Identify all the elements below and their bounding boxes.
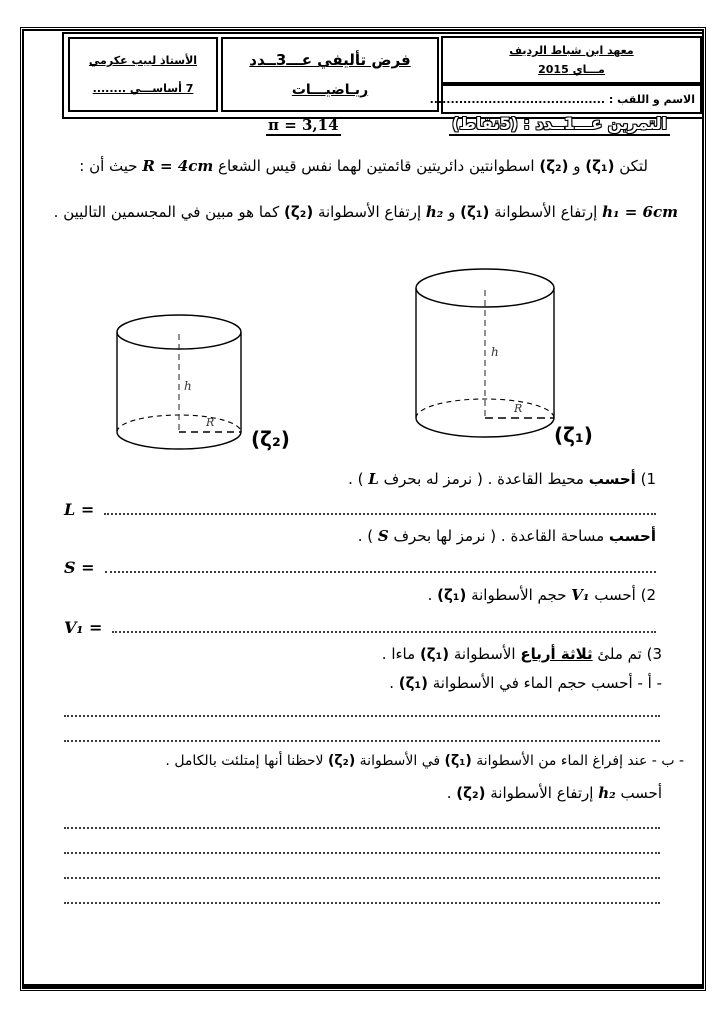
- question-3b: - ب - عند إفراغ الماء من الأسطوانة (ζ₁) في الأسطوانة (ζ₂) لاحظنا أنها إمتلئت بالكامل .: [165, 753, 684, 769]
- answer-line-S: [64, 555, 660, 577]
- V1-equals: V₁ =: [64, 618, 103, 637]
- student-name-field: الاسم و اللقب : ..........................................: [429, 92, 695, 106]
- question-1b: أحسب مساحة القاعدة . ( نرمز لها بحرف S ) .: [357, 527, 656, 545]
- question-2: 2) أحسب V₁ حجم الأسطوانة (ζ₁) .: [427, 586, 656, 604]
- school-box: [441, 36, 702, 84]
- S-symbol: S: [377, 527, 389, 545]
- question-3a: - أ - أحسب حجم الماء في الأسطوانة (ζ₁) .: [389, 674, 662, 692]
- exam-title-box: [221, 37, 439, 112]
- L-equals: L =: [64, 500, 95, 519]
- answer-line: [64, 727, 660, 742]
- three-quarters-emphasis: ثلاثة أرباع: [520, 645, 593, 663]
- cylinder-1-figure: [410, 266, 560, 444]
- zeta2-token: (ζ₂): [539, 157, 569, 175]
- teacher-name: الأستاذ لبيب عكرمي: [88, 54, 198, 67]
- h2-symbol: h₂: [598, 784, 616, 802]
- exercise-title: التمرين عـــ1ــدد : (5نقاط): [449, 114, 670, 136]
- cylinder-2-label: (ζ₂): [251, 427, 290, 451]
- question-1: 1) أحسب محيط القاعدة . ( نرمز له بحرف L ) .: [348, 470, 656, 488]
- S-equals: S =: [64, 558, 95, 577]
- dotted-leader: [105, 555, 656, 573]
- answer-line: [64, 889, 660, 904]
- exam-type: فرض تأليفي عـــ3ــدد: [249, 51, 411, 70]
- L-symbol: L: [368, 470, 379, 488]
- dotted-leader: [112, 615, 656, 633]
- radius-letter: R: [514, 402, 523, 415]
- pi-value: π = 3,14: [268, 116, 339, 134]
- height-letter: h: [491, 345, 499, 359]
- h2-symbol: h₂: [425, 203, 444, 221]
- exam-subject: ريـاضيـــات: [291, 81, 369, 98]
- session-date: مـــاي 2015: [538, 63, 605, 76]
- answer-line-L: [64, 497, 660, 519]
- cylinder-2-figure: [112, 312, 248, 452]
- school-name: معهد ابن شباط الرديف: [509, 44, 634, 57]
- radius-value: R = 4cm: [142, 157, 214, 175]
- height-letter: h: [184, 379, 192, 393]
- radius-letter: R: [206, 416, 215, 429]
- answer-line: [64, 864, 660, 879]
- zeta1-token: (ζ₁): [585, 157, 615, 175]
- answer-line: [64, 702, 660, 717]
- answer-line: [64, 839, 660, 854]
- V1-symbol: V₁: [571, 586, 590, 604]
- dotted-leader: [104, 497, 656, 515]
- grade-level: 7 أساســـي ........: [92, 82, 194, 95]
- intro-line-1: لتكن (ζ₁) و (ζ₂) اسطوانتين دائريتين قائمتين لهما نفس قيس الشعاع R = 4cm حيث أن :: [79, 157, 648, 175]
- cylinder-1-label: (ζ₁): [554, 423, 593, 447]
- answer-line: [64, 814, 660, 829]
- question-3: 3) تم ملئ ثلاثة أرباع الأسطوانة (ζ₁) ماءا .: [381, 645, 662, 663]
- question-3b-2: أحسب h₂ إرتفاع الأسطوانة (ζ₂) .: [446, 784, 662, 802]
- h1-value: h₁ = 6cm: [602, 203, 678, 221]
- teacher-box: [68, 37, 218, 112]
- answer-line-V1: [64, 615, 660, 637]
- student-name-box: [429, 84, 702, 114]
- intro-line-2: h₁ = 6cm إرتفاع الأسطوانة (ζ₁) و h₂ إرتفاع الأسطوانة (ζ₂) كما هو مبين في المجسمين التاليين .: [53, 203, 678, 221]
